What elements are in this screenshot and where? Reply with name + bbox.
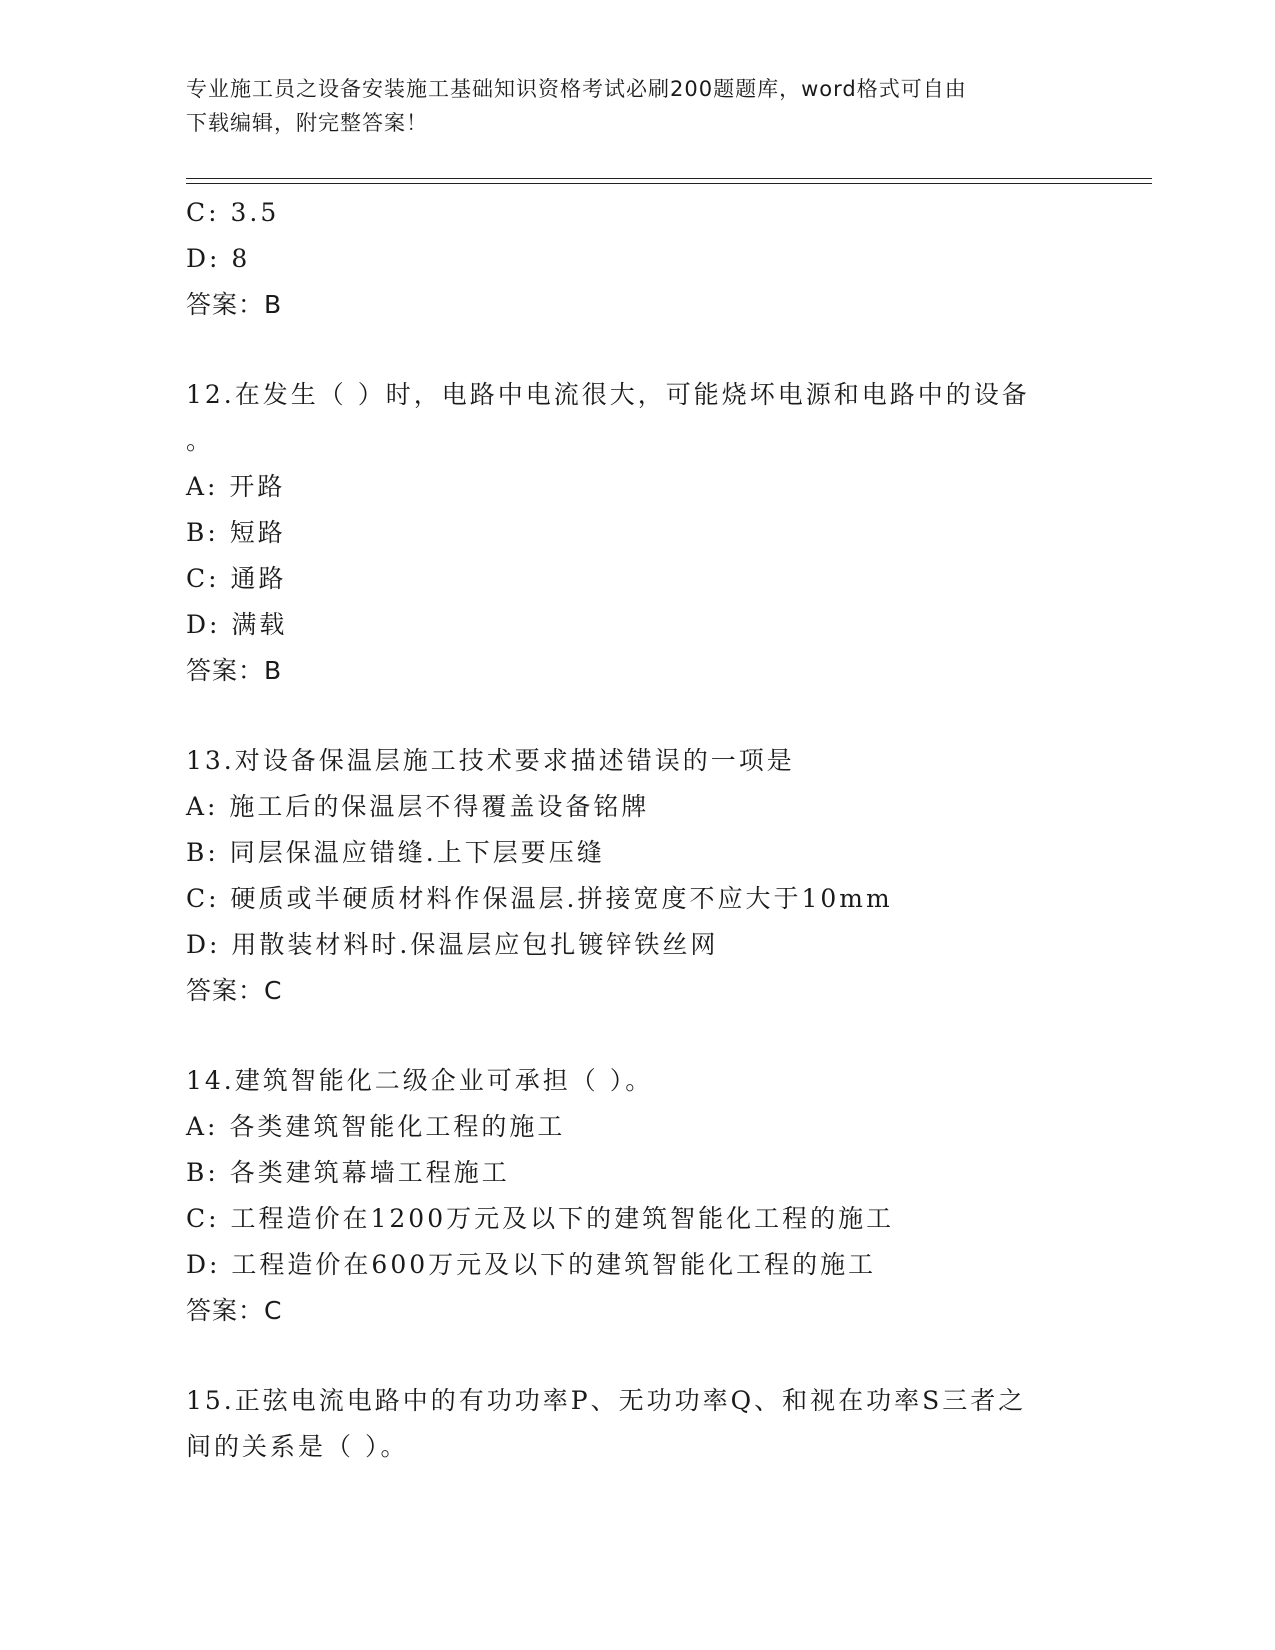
answer-line: 答案：B (186, 290, 283, 319)
question-13 (186, 738, 1116, 1014)
option-a: A: 各类建筑智能化工程的施工 (186, 1112, 566, 1141)
spacer (186, 1014, 1116, 1058)
header-line-2: 下载编辑，附完整答案！ (186, 111, 428, 135)
header-divider-bottom (186, 183, 1152, 184)
option-b: B: 短路 (186, 518, 286, 547)
answer-line: 答案：C (186, 1296, 283, 1325)
option-c: C: 工程造价在1200万元及以下的建筑智能化工程的施工 (186, 1204, 895, 1233)
option-b: B: 各类建筑幕墙工程施工 (186, 1158, 510, 1187)
question-text: 12.在发生（ ）时，电路中电流很大，可能烧坏电源和电路中的设备 (186, 380, 1030, 409)
option-c: C: 3.5 (186, 198, 280, 227)
option-a: A: 施工后的保温层不得覆盖设备铭牌 (186, 792, 650, 821)
question-content (186, 190, 1116, 1470)
option-d: D: 用散装材料时.保温层应包扎镀锌铁丝网 (186, 930, 719, 959)
previous-question-tail (186, 190, 1116, 328)
question-text: 13.对设备保温层施工技术要求描述错误的一项是 (186, 746, 795, 775)
question-12 (186, 372, 1116, 694)
option-d: D: 8 (186, 244, 251, 273)
document-header (186, 72, 1086, 140)
option-c: C: 硬质或半硬质材料作保温层.拼接宽度不应大于10mm (186, 884, 893, 913)
spacer (186, 1334, 1116, 1378)
question-text-continued: 间的关系是（ ）。 (186, 1432, 409, 1461)
question-text: 15.正弦电流电路中的有功功率P、无功功率Q、和视在功率S三者之 (186, 1386, 1027, 1415)
header-divider-top (186, 178, 1152, 179)
option-c: C: 通路 (186, 564, 287, 593)
question-text: 14.建筑智能化二级企业可承担（ ）。 (186, 1066, 654, 1095)
spacer (186, 328, 1116, 372)
question-text-continued: 。 (186, 426, 215, 455)
option-a: A: 开路 (186, 472, 286, 501)
question-14 (186, 1058, 1116, 1334)
header-line-1: 专业施工员之设备安装施工基础知识资格考试必刷200题题库，word格式可自由 (186, 77, 967, 101)
option-d: D: 满载 (186, 610, 288, 639)
answer-line: 答案：B (186, 656, 283, 685)
question-15 (186, 1378, 1116, 1470)
option-d: D: 工程造价在600万元及以下的建筑智能化工程的施工 (186, 1250, 877, 1279)
option-b: B: 同层保温应错缝.上下层要压缝 (186, 838, 605, 867)
spacer (186, 694, 1116, 738)
answer-line: 答案：C (186, 976, 283, 1005)
